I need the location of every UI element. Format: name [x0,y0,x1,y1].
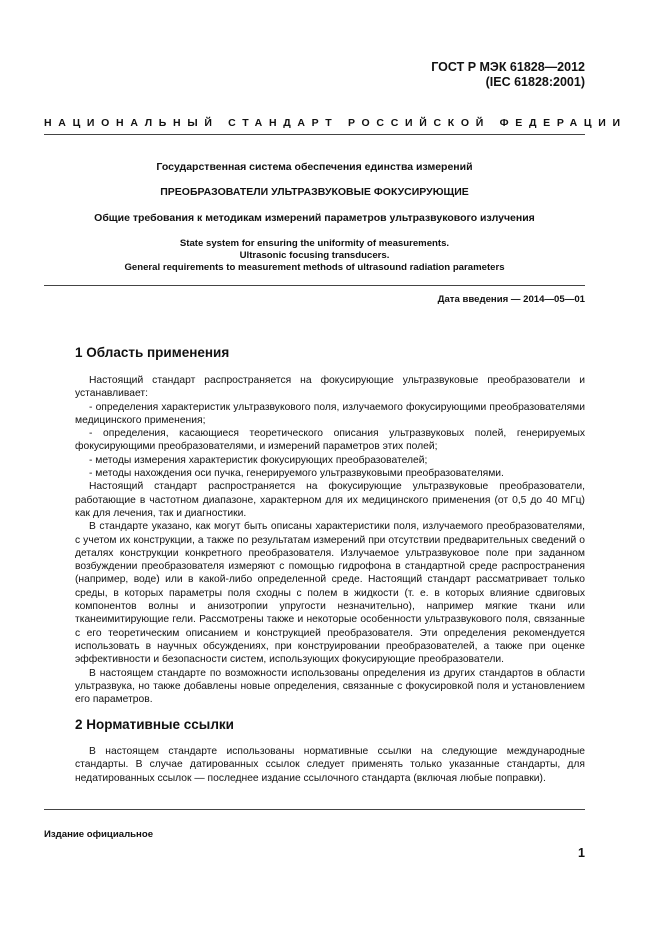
english-title [44,238,585,274]
introduction-date: Дата введения — 2014—05—01 [437,294,585,305]
paragraph: В стандарте указано, как могут быть описаны характеристики поля, излучаемого преобразователями, с учетом их конструкции, а также по результатам измерений при отсутствии предварительных сведений о деталях конструкции конкретного преобразователя. Излучаемое ультразвуковое поле при заданном возбуждении преобразователя измеряют с помощью гидрофона в стандартной среде распространения (например, воде) или в какой-либо определенной среде. Настоящий стандарт рассматривает только среды, в которых параметры поля сходны с полем в жидкости (т. е. в которых влияние сдвиговых компонентов волны и анизотропии упругости незначительно), например мягкие ткани или тканеимитирующие гели. Рассмотрены также и некоторые особенности ультразвукового поля, связанные с его теоретическим описанием и конструкцией преобразователя. Эти определения рекомендуется использовать в научных обсуждениях, при конструировании преобразователей, а также при оценке эффективности и безопасности систем, использующих фокусирующие преобразователи. [75,521,585,666]
list-item: - определения, касающиеся теоретического описания ультразвуковых полей, генерируемых фокусирующими преобразователями, и измерений параметров этих полей; [75,428,585,453]
list-item: - определения характеристик ультразвукового поля, излучаемого фокусирующими преобразователями медицинского применения; [75,401,585,426]
system-title: Государственная система обеспечения единства измерений [156,161,473,173]
footer-rule [44,809,585,810]
page-number: 1 [578,846,585,860]
standard-code: ГОСТ Р МЭК 61828—2012 [431,60,585,74]
title-rule [44,285,585,286]
section-2-heading: 2 Нормативные ссылки [75,717,234,732]
english-title-line: State system for ensuring the uniformity of measurements. [179,238,450,249]
standard-designation [431,60,585,90]
main-title: ПРЕОБРАЗОВАТЕЛИ УЛЬТРАЗВУКОВЫЕ ФОКУСИРУЮЩИЕ [160,186,469,198]
paragraph: Настоящий стандарт распространяется на фокусирующие ультразвуковые преобразователи, работающие в частотном диапазоне, характерном для их медицинского применения (от 0,5 до 40 МГц) как для лечения, так и диагностики. [75,481,585,519]
english-title-line: Ultrasonic focusing transducers. [239,250,390,261]
list-item: - методы нахождения оси пучка, генерируемого ультразвуковыми преобразователями. [89,468,504,480]
paragraph: В настоящем стандарте использованы нормативные ссылки на следующие международные стандарты. В случае датированных ссылок следует применять только указанные стандарты, для недатированных ссылок — последнее издание ссылочного стандарта (включая любые поправки). [75,746,585,784]
banner-rule [44,134,585,135]
section-1-heading: 1 Область применения [75,345,230,360]
paragraph: В настоящем стандарте по возможности использованы определения из других стандартов в области ультразвука, но также добавлены новые определения, связанные с фокусировкой поля и установлением его параметров. [75,667,585,706]
sub-title: Общие требования к методикам измерений параметров ультразвукового излучения [94,212,535,224]
section-2-body [75,745,585,785]
national-standard-banner: НАЦИОНАЛЬНЫЙ СТАНДАРТ РОССИЙСКОЙ ФЕДЕРАЦИИ [44,117,627,129]
list-item: - методы измерения характеристик фокусирующих преобразователей; [89,454,428,466]
official-edition-label: Издание официальное [44,829,154,840]
paragraph: Настоящий стандарт распространяется на фокусирующие ультразвуковые преобразователи и устанавливает: [75,375,585,400]
english-title-line: General requirements to measurement methods of ultrasound radiation parameters [124,262,505,273]
section-1-body [75,374,585,706]
iec-code: (IEC 61828:2001) [485,75,585,89]
